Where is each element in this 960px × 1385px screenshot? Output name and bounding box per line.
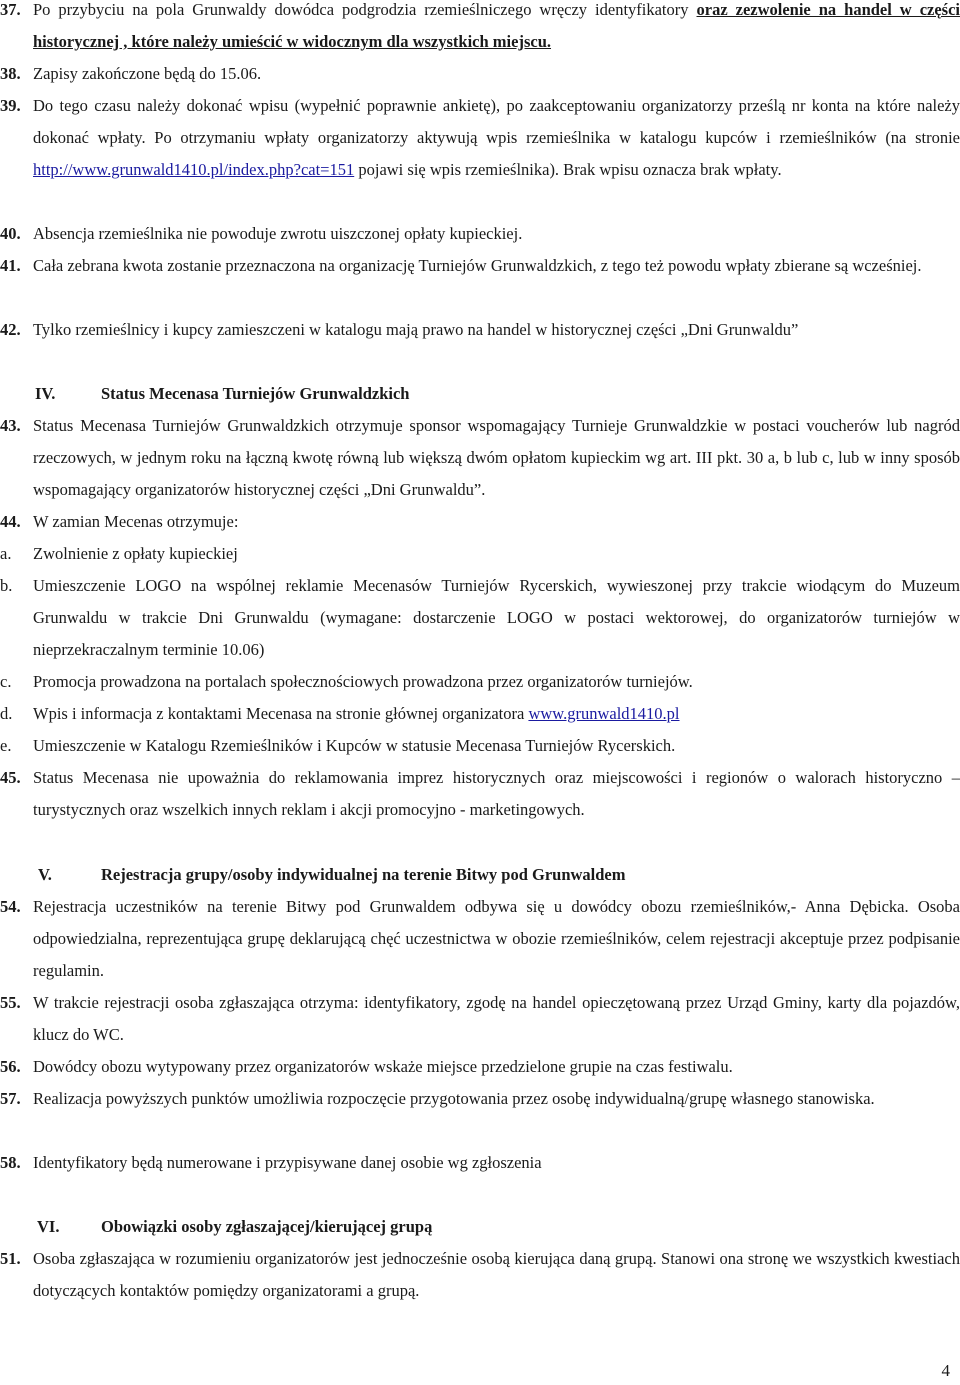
item-text: Osoba zgłaszająca w rozumieniu organizatorów jest jednocześnie osobą kierująca daną grupą. Stanowi ona stronę we wszystkich kwestiach dotyczących kontaktów pomiędzy organizatorami a grupą. xyxy=(33,1249,960,1300)
item-number: 51. xyxy=(0,1249,21,1268)
section-number: V. xyxy=(38,865,52,884)
item-number: 54. xyxy=(0,897,21,916)
organizer-website-link[interactable]: www.grunwald1410.pl xyxy=(528,704,680,723)
item-text: Umieszczenie LOGO na wspólnej reklamie Mecenasów Turniejów Rycerskich, wywieszonej przy trakcie wiodącym do Muzeum Grunwaldu w trakcie Dni Grunwaldu (wymagane: dostarczenie LOGO w postaci wektorowej, do organizatorów turniejów w nieprzekraczalnym terminie 10.06) xyxy=(33,576,960,659)
list-item-42 xyxy=(0,314,960,346)
section-title: Rejestracja grupy/osoby indywidualnej na terenie Bitwy pod Grunwaldem xyxy=(101,865,626,884)
list-item-58 xyxy=(0,1147,960,1179)
list-item-56 xyxy=(0,1051,960,1083)
item-letter: a. xyxy=(0,544,12,563)
item-text: Wpis i informacja z kontaktami Mecenasa na stronie głównej organizatora xyxy=(33,704,529,723)
item-letter: d. xyxy=(0,704,13,723)
item-letter: b. xyxy=(0,576,13,595)
item-number: 57. xyxy=(0,1089,21,1108)
item-text-emphasis: oraz zezwolenie na handel w części historycznej , które należy umieścić w widocznym dla wszystkich miejscu. xyxy=(33,0,960,51)
list-item-57 xyxy=(0,1083,960,1115)
list-item-c xyxy=(0,666,960,698)
list-item-39 xyxy=(0,90,960,186)
catalog-link[interactable]: http://www.grunwald1410.pl/index.php?cat=151 xyxy=(33,160,355,179)
list-item-b xyxy=(0,570,960,666)
item-text: Status Mecenasa nie upoważnia do reklamowania imprez historycznych oraz miejscowości i regionów o walorach historyczno – turystycznych oraz wszelkich innych reklam i akcji promocyjno - marketingowych. xyxy=(33,768,960,819)
item-number: 45. xyxy=(0,768,21,787)
item-number: 56. xyxy=(0,1057,21,1076)
item-number: 43. xyxy=(0,416,21,435)
list-item-54 xyxy=(0,891,960,987)
item-text: Absencja rzemieślnika nie powoduje zwrotu uiszczonej opłaty kupieckiej. xyxy=(33,224,523,243)
item-text: Do tego czasu należy dokonać wpisu (wypełnić poprawnie ankietę), po zaakceptowaniu organizatorzy prześlą nr konta na które należy dokonać wpłaty. Po otrzymaniu wpłaty organizatorzy aktywują wpis rzemieślnika w katalogu kupców i rzemieślników (na stronie xyxy=(33,96,960,147)
list-item-41 xyxy=(0,250,960,282)
item-text: Cała zebrana kwota zostanie przeznaczona na organizację Turniejów Grunwaldzkich, z tego też powodu wpłaty zbierane są wcześniej. xyxy=(33,256,922,275)
item-letter: c. xyxy=(0,672,12,691)
item-text: Po przybyciu na pola Grunwaldy dowódca podgrodzia rzemieślniczego wręczy identyfikatory xyxy=(33,0,697,19)
item-text: W trakcie rejestracji osoba zgłaszająca otrzyma: identyfikatory, zgodę na handel opieczętowaną przez Urząd Gminy, karty dla pojazdów, klucz do WC. xyxy=(33,993,960,1044)
item-text: Identyfikatory będą numerowane i przypisywane danej osobie wg zgłoszenia xyxy=(33,1153,542,1172)
item-number: 58. xyxy=(0,1153,21,1172)
section-number: IV. xyxy=(35,384,56,403)
item-text: Realizacja powyższych punktów umożliwia rozpoczęcie przygotowania przez osobę indywidualną/grupę własnego stanowiska. xyxy=(33,1089,875,1108)
item-text: Umieszczenie w Katalogu Rzemieślników i Kupców w statusie Mecenasa Turniejów Rycerskich. xyxy=(33,736,676,755)
item-letter: e. xyxy=(0,736,12,755)
item-text: Tylko rzemieślnicy i kupcy zamieszczeni w katalogu mają prawo na handel w historycznej części „Dni Grunwaldu” xyxy=(33,320,799,339)
item-number: 55. xyxy=(0,993,21,1012)
item-number: 42. xyxy=(0,320,21,339)
item-text: Zwolnienie z opłaty kupieckiej xyxy=(33,544,238,563)
item-text: W zamian Mecenas otrzymuje: xyxy=(33,512,239,531)
item-number: 40. xyxy=(0,224,21,243)
list-item-51 xyxy=(0,1243,960,1307)
list-item-a xyxy=(0,538,960,570)
item-text: Rejestracja uczestników na terenie Bitwy pod Grunwaldem odbywa się u dowódcy obozu rzemieślników,- Anna Dębicka. Osoba odpowiedzialna, reprezentująca grupę deklarującą chęć uczestnictwa w obozie rzemieślników, celem rejestracji akceptuje przez podpisanie regulamin. xyxy=(33,897,960,980)
section-title: Obowiązki osoby zgłaszającej/kierującej grupą xyxy=(101,1217,433,1236)
item-text-continued: pojawi się wpis rzemieślnika). Brak wpisu oznacza brak wpłaty. xyxy=(354,160,782,179)
item-number: 38. xyxy=(0,64,21,83)
list-item-43 xyxy=(0,410,960,506)
section-number: VI. xyxy=(37,1217,60,1236)
item-text: Status Mecenasa Turniejów Grunwaldzkich otrzymuje sponsor wspomagający Turnieje Grunwaldzkie w postaci voucherów lub nagród rzeczowych, w jednym roku na łączną kwotę równą lub większą dwóm opłatom kupieckim wg art. III pkt. 30 a, b lub c, lub w inny sposób wspomagający organizatorów historycznej części „Dni Grunwaldu”. xyxy=(33,416,960,499)
list-item-e xyxy=(0,730,960,762)
item-text: Dowódcy obozu wytypowany przez organizatorów wskaże miejsce przedzielone grupie na czas festiwalu. xyxy=(33,1057,733,1076)
list-item-37 xyxy=(0,0,960,58)
item-text: Promocja prowadzona na portalach społecznościowych prowadzona przez organizatorów turniejów. xyxy=(33,672,693,691)
list-item-d xyxy=(0,698,960,730)
list-item-38 xyxy=(0,58,960,90)
item-number: 39. xyxy=(0,96,21,115)
page-number: 4 xyxy=(941,1361,950,1380)
item-text: Zapisy zakończone będą do 15.06. xyxy=(33,64,262,83)
item-number: 41. xyxy=(0,256,21,275)
list-item-40 xyxy=(0,218,960,250)
section-title: Status Mecenasa Turniejów Grunwaldzkich xyxy=(101,384,410,403)
list-item-44 xyxy=(0,506,960,538)
list-item-45 xyxy=(0,762,960,826)
item-number: 44. xyxy=(0,512,21,531)
item-number: 37. xyxy=(0,0,21,19)
list-item-55 xyxy=(0,987,960,1051)
